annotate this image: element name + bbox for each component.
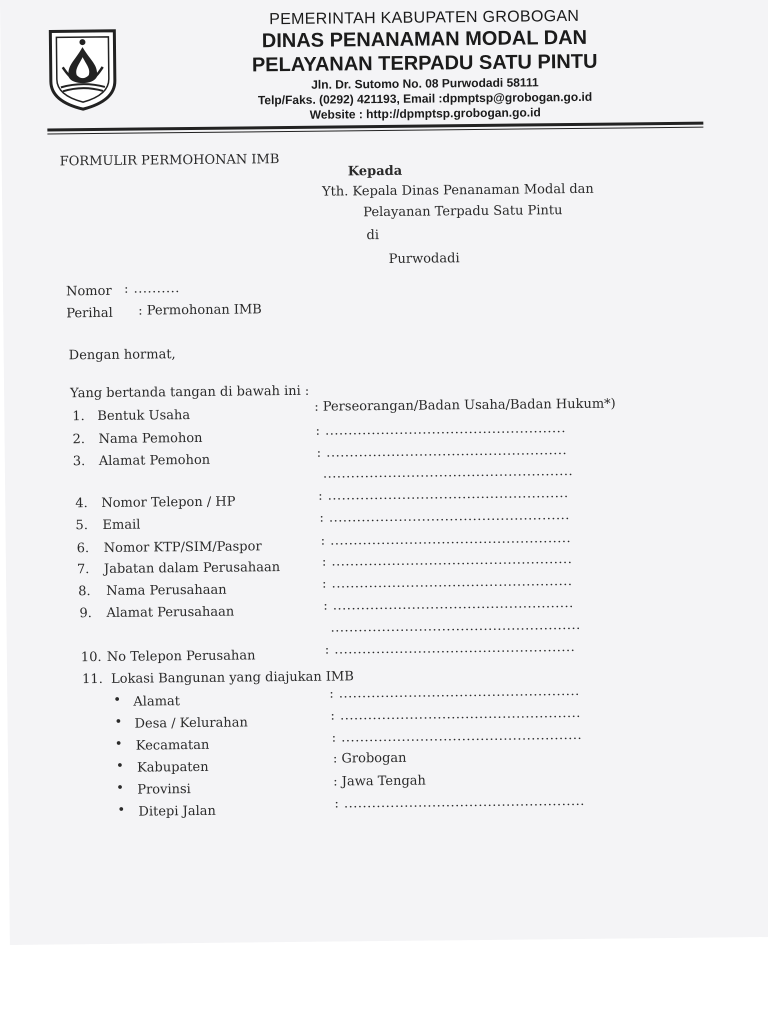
nomor-label: Nomor <box>65 283 112 300</box>
perihal-value: : Permohonan IMB <box>138 302 262 319</box>
perihal-label: Perihal <box>66 305 113 322</box>
recipient-to-label: Kepada <box>347 163 403 180</box>
field-label-telepon-perusahaan: No Telepon Perusahan <box>106 648 256 665</box>
field-label-nama-pemohon: Nama Pemohon <box>98 430 203 447</box>
field-label-jabatan: Jabatan dalam Perusahaan <box>103 560 281 577</box>
field-value-telepon-perusahaan[interactable]: : .................................................... <box>324 640 576 658</box>
field-value-alamat-perusahaan[interactable]: : .................................................... <box>323 596 574 614</box>
field-value-nama-perusahaan[interactable]: : .................................................... <box>322 574 573 592</box>
field-number: 3. <box>72 454 86 470</box>
header-address: Jln. Dr. Sutomo No. 08 Purwodadi 58111 <box>311 75 539 92</box>
recipient-line4: Purwodadi <box>388 251 460 267</box>
field-number: 10. <box>80 649 102 666</box>
field-value-telepon[interactable]: : .................................................... <box>318 486 569 504</box>
field-number: 11. <box>82 671 103 688</box>
location-value-kecamatan[interactable]: : .................................................... <box>331 727 583 746</box>
field-number: 2. <box>72 432 86 448</box>
bullet-icon: • <box>114 714 123 730</box>
location-label-desa: Desa / Kelurahan <box>134 715 248 732</box>
location-label-ditepi-jalan: Ditepi Jalan <box>138 803 216 820</box>
bullet-icon: • <box>117 802 126 818</box>
recipient-line1: Yth. Kepala Dinas Penanaman Modal dan <box>321 181 594 200</box>
field-label-telepon: Nomor Telepon / HP <box>101 494 236 511</box>
nomor-value: : .......... <box>123 281 180 297</box>
field-value-email[interactable]: : .................................................... <box>319 508 570 526</box>
field-number: 9. <box>79 606 92 622</box>
location-label-kabupaten: Kabupaten <box>136 759 209 776</box>
field-number: 8. <box>78 584 91 600</box>
recipient-line3: di <box>366 228 380 244</box>
header-agency-line1: DINAS PENANAMAN MODAL DAN <box>261 26 588 53</box>
field-label-email: Email <box>102 517 141 533</box>
field-value-ktp[interactable]: : .................................................... <box>320 531 572 549</box>
greeting: Dengan hormat, <box>68 347 176 364</box>
bullet-icon: • <box>116 780 125 796</box>
letterhead <box>0 0 768 130</box>
location-label-kecamatan: Kecamatan <box>135 737 210 754</box>
field-label-nama-perusahaan: Nama Perusahaan <box>106 582 227 599</box>
field-label-lokasi-bangunan: Lokasi Bangunan yang diajukan IMB <box>111 669 354 687</box>
field-value-nama-pemohon[interactable]: : .................................................... <box>315 421 567 439</box>
header-website: Website : http://dpmptsp.grobogan.go.id <box>309 105 541 122</box>
location-value-ditepi-jalan[interactable]: : .................................................... <box>334 793 585 812</box>
field-number: 4. <box>75 496 88 512</box>
field-label-bentuk-usaha: Bentuk Usaha <box>97 408 191 425</box>
bullet-icon: • <box>114 736 123 752</box>
field-value-bentuk-usaha: : Perseorangan/Badan Usaha/Badan Hukum*) <box>314 396 616 415</box>
recipient-line2: Pelayanan Terpadu Satu Pintu <box>363 203 563 221</box>
field-value-alamat-perusahaan-cont[interactable]: ...................................................... <box>330 617 581 636</box>
location-value-provinsi: : Jawa Tengah <box>333 773 426 790</box>
field-number: 7. <box>76 562 90 578</box>
header-agency-line2: PELAYANAN TERPADU SATU PINTU <box>251 50 598 77</box>
header-phone-email: Telp/Faks. (0292) 421193, Email :dpmptsp@grobogan.go.id <box>257 89 593 108</box>
field-number: 1. <box>72 409 85 425</box>
bullet-icon: • <box>115 758 124 774</box>
location-label-provinsi: Provinsi <box>137 782 191 798</box>
field-value-jabatan[interactable]: : .................................................... <box>321 552 573 570</box>
header-government: PEMERINTAH KABUPATEN GROBOGAN <box>269 7 580 29</box>
bullet-icon: • <box>113 692 122 708</box>
location-label-alamat: Alamat <box>133 694 181 710</box>
form-title: FORMULIR PERMOHONAN IMB <box>59 152 280 170</box>
field-number: 5. <box>75 518 88 534</box>
field-label-alamat-pemohon: Alamat Pemohon <box>98 452 211 469</box>
location-value-desa[interactable]: : .................................................... <box>330 705 581 724</box>
field-number: 6. <box>76 541 90 557</box>
location-value-alamat[interactable]: : .................................................... <box>329 683 580 702</box>
field-value-alamat-pemohon[interactable]: : .................................................... <box>316 443 568 461</box>
location-value-kabupaten: : Grobogan <box>332 750 407 767</box>
intro-text: Yang bertanda tangan di bawah ini : <box>70 383 310 402</box>
field-label-alamat-perusahaan: Alamat Perusahaan <box>106 604 235 621</box>
field-label-ktp: Nomor KTP/SIM/Paspor <box>103 539 262 556</box>
field-value-alamat-pemohon-cont[interactable]: ...................................................... <box>322 464 574 482</box>
